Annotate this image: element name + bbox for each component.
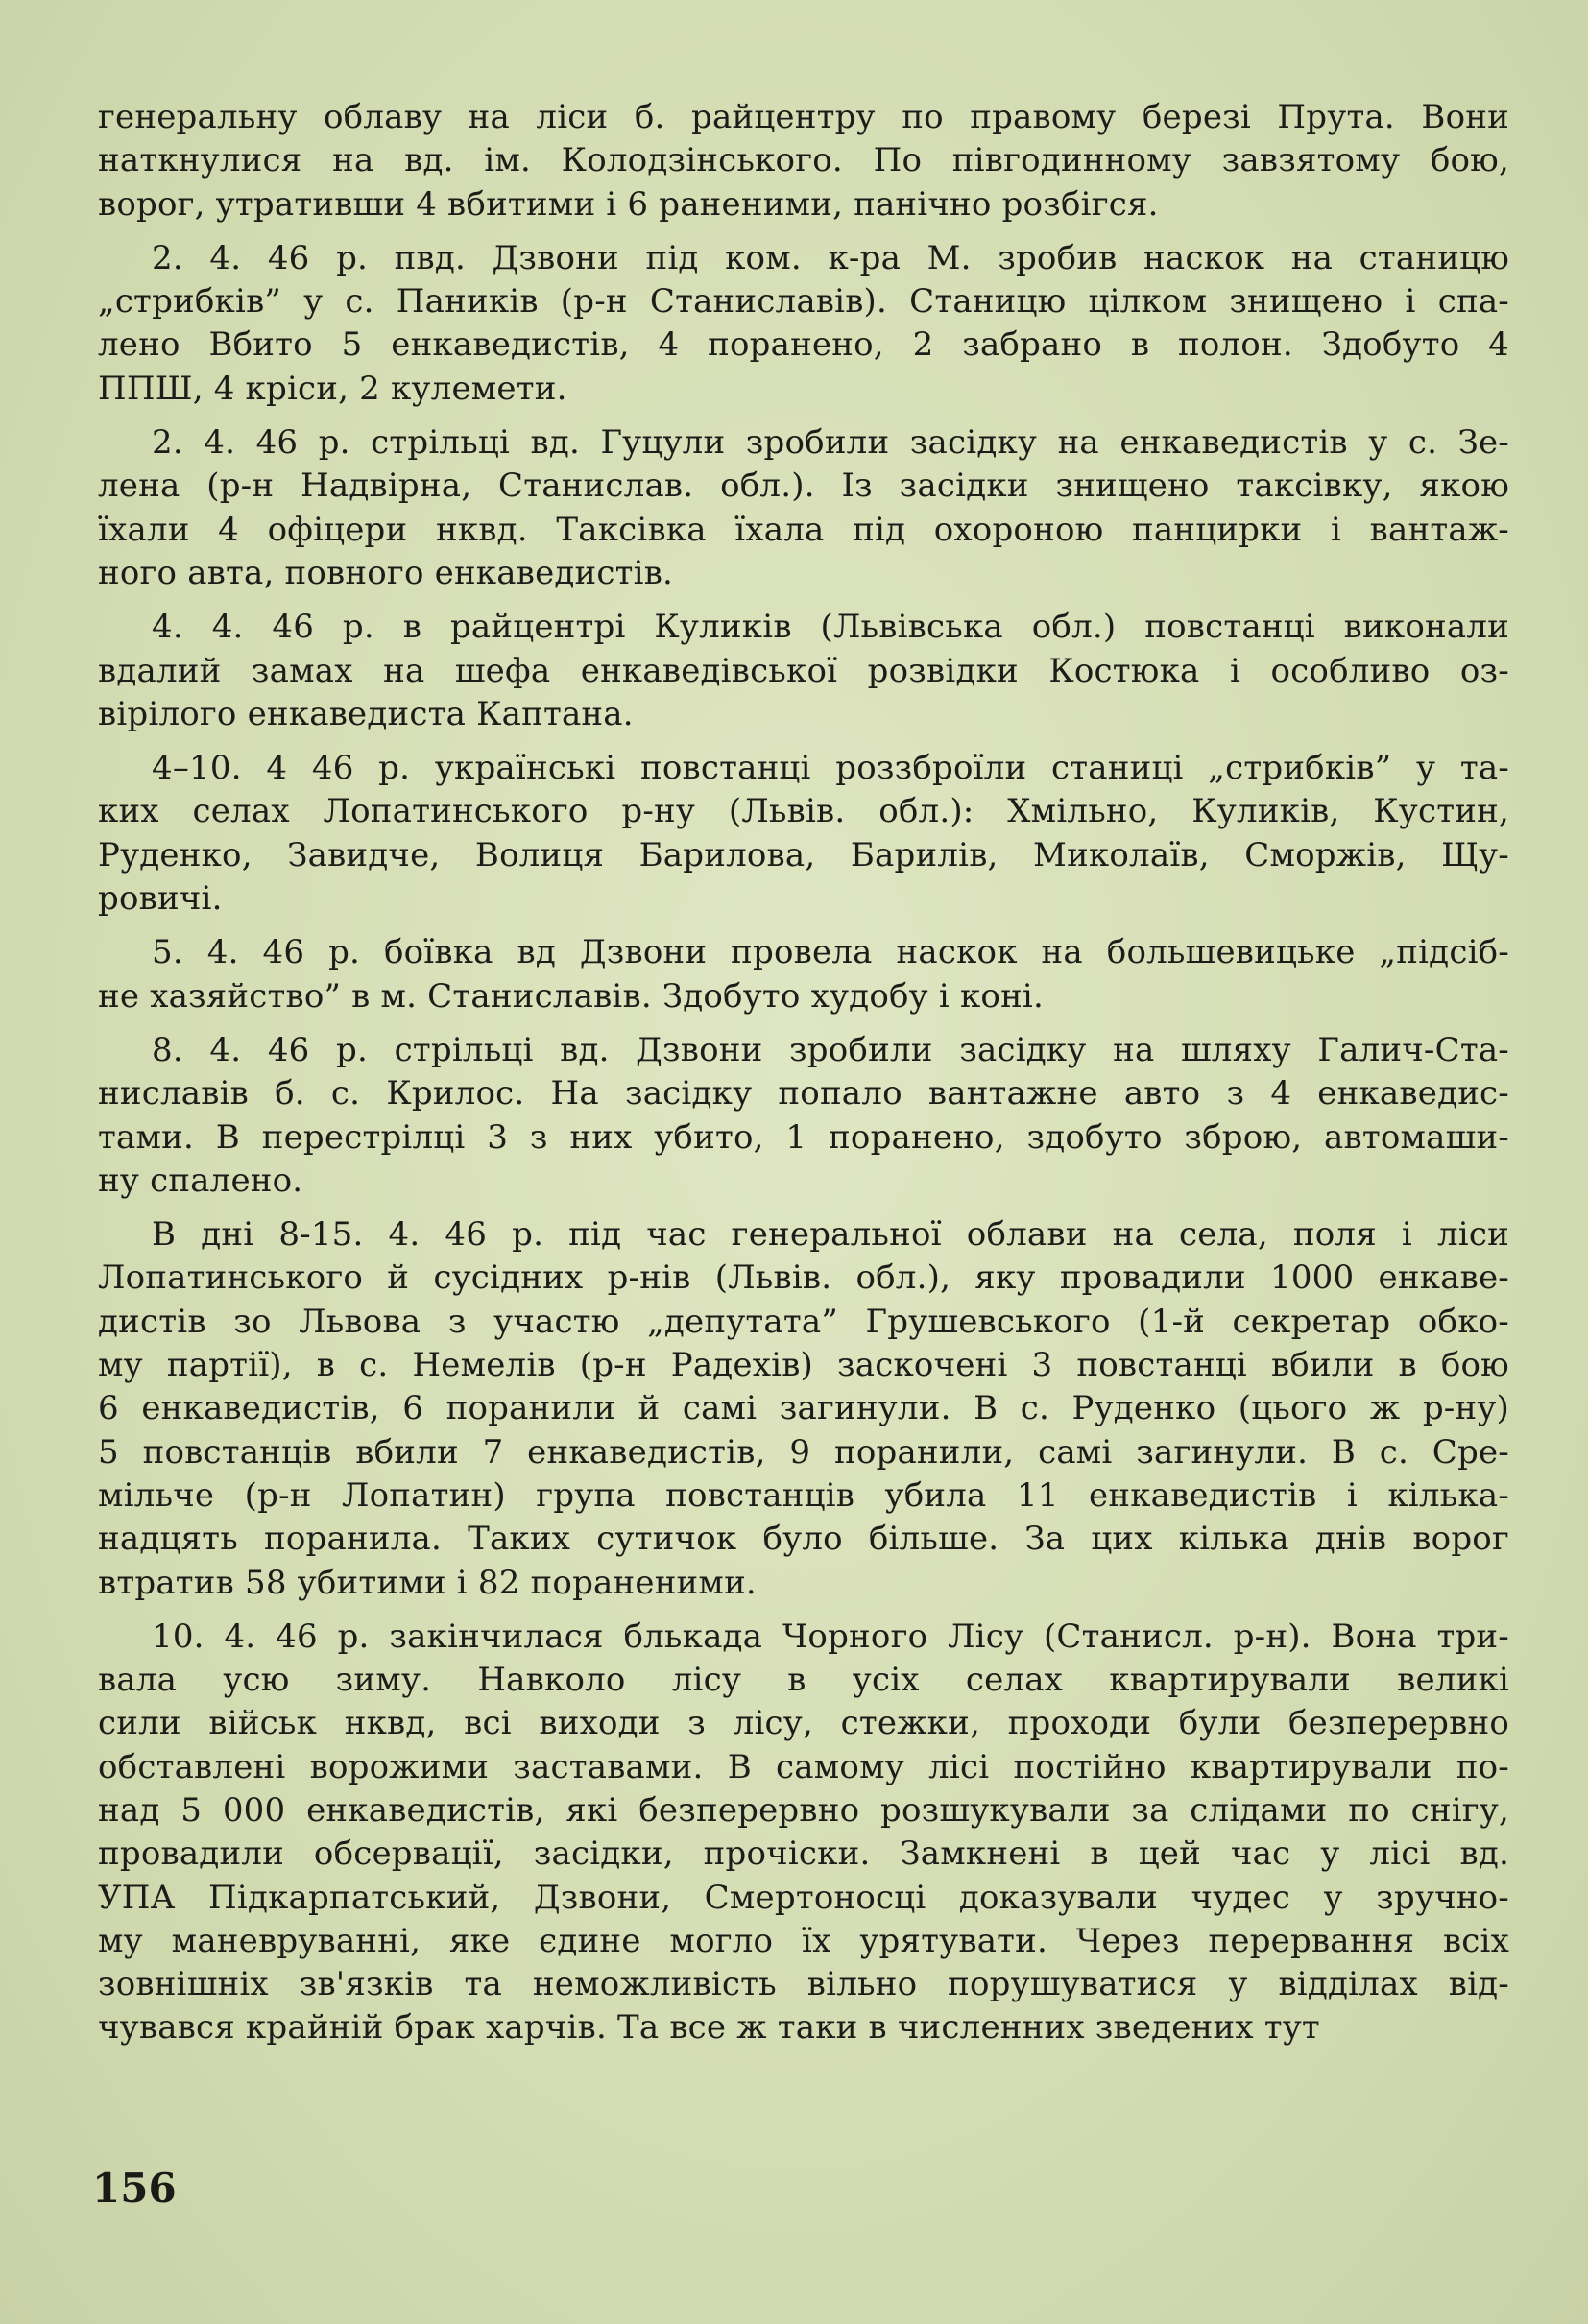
text-line: 8. 4. 46 р. стрільці вд. Дзвони зробили засідку на шляху Галич-Ста- xyxy=(152,1030,1509,1069)
paragraph xyxy=(98,606,1509,736)
text-line: зовнішніх зв'язків та неможливість вільно порушуватися у відділах від- xyxy=(98,1965,1509,2004)
text-line: ких селах Лопатинського р-ну (Львів. обл.): Хмільно, Куликів, Кустин, xyxy=(98,792,1509,831)
text-line: ного авта, повного енкаведистів. xyxy=(98,553,674,592)
paragraph xyxy=(98,237,1509,411)
text-line: сили військ нквд, всі виходи з лісу, стежки, проходи були безперервно xyxy=(98,1704,1509,1743)
text-line: втратив 58 убитими і 82 пораненими. xyxy=(98,1563,757,1602)
text-line: тами. В перестрілці 3 з них убито, 1 поранено, здобуто зброю, автомаши- xyxy=(98,1117,1509,1157)
text-line: 4–10. 4 46 р. українські повстанці роззброїли станиці „стрибків” у та- xyxy=(152,749,1509,788)
paragraph xyxy=(98,1616,1509,2050)
text-line: 10. 4. 46 р. закінчилася блькада Чорного Лісу (Станисл. р-н). Вона три- xyxy=(152,1617,1509,1656)
text-line: ниславів б. с. Крилос. На засідку попало вантажне авто з 4 енкаведис- xyxy=(98,1074,1509,1114)
text-line: 2. 4. 46 р. стрільці вд. Гуцули зробили засідку на енкаведистів у с. Зе- xyxy=(152,423,1509,463)
paragraph xyxy=(98,421,1509,595)
text-line: ровичі. xyxy=(98,879,223,919)
text-line: 5 повстанців вбили 7 енкаведистів, 9 поранили, самі загинули. В с. Сре- xyxy=(98,1432,1509,1472)
text-line: УПА Підкарпатський, Дзвони, Смертоносці доказували чудес у зручно- xyxy=(98,1878,1509,1917)
paragraph xyxy=(98,96,1509,227)
text-line: му маневруванні, яке єдине могло їх урятувати. Через перервання всіх xyxy=(98,1921,1509,1960)
text-line: 4. 4. 46 р. в райцентрі Куликів (Львівська обл.) повстанці виконали xyxy=(152,608,1509,647)
text-line: їхали 4 офіцери нквд. Таксівка їхала під охороною панцирки і вантаж- xyxy=(98,510,1509,549)
paragraph xyxy=(98,1213,1509,1605)
body-text xyxy=(98,96,1509,2061)
text-line: не хазяйство” в м. Станиславів. Здобуто худобу і коні. xyxy=(98,976,1045,1016)
page-number: 156 xyxy=(92,2165,177,2212)
text-line: лена (р-н Надвірна, Станислав. обл.). Із засідки знищено таксівку, якою xyxy=(98,467,1509,506)
text-line: чувався крайній брак харчів. Та все ж таки в численних зведених тут xyxy=(98,2008,1320,2048)
paragraph xyxy=(98,747,1509,921)
text-line: обставлені ворожими заставами. В самому лісі постійно квартирували по- xyxy=(98,1747,1509,1786)
text-line: мільче (р-н Лопатин) група повстанців убила 11 енкаведистів і кілька- xyxy=(98,1475,1509,1515)
text-line: 5. 4. 46 р. боївка вд Дзвони провела наскок на большевицьке „підсіб- xyxy=(152,933,1509,972)
paragraph xyxy=(98,931,1509,1018)
text-line: над 5 000 енкаведистів, які безперервно розшукували за слідами по снігу, xyxy=(98,1790,1509,1830)
text-line: 2. 4. 46 р. пвд. Дзвони під ком. к-ра М. зробив наскок на станицю xyxy=(152,238,1509,277)
text-line: вірілого енкаведиста Каптана. xyxy=(98,694,634,733)
text-line: ну спалено. xyxy=(98,1161,303,1200)
text-line: надцять поранила. Таких сутичок було більше. За цих кілька днів ворог xyxy=(98,1520,1509,1559)
text-line: ворог, утративши 4 вбитими і 6 раненими, панічно розбігся. xyxy=(98,184,1159,224)
text-line: му партії), в с. Немелів (р-н Радехів) заскочені 3 повстанці вбили в бою xyxy=(98,1346,1509,1385)
text-line: В дні 8-15. 4. 46 р. під час генеральної облави на села, поля і ліси xyxy=(152,1215,1509,1255)
text-line: генеральну облаву на ліси б. райцентру по правому березі Прута. Вони xyxy=(98,98,1509,136)
text-line: вдалий замах на шефа енкаведівської розвідки Костюка і особливо оз- xyxy=(98,651,1509,690)
paragraph xyxy=(98,1029,1509,1203)
text-line: „стрибків” у с. Паників (р-н Станиславів). Станицю цілком знищено і спа- xyxy=(98,282,1509,322)
text-line: Руденко, Завидче, Волиця Барилова, Барилів, Миколаїв, Сморжів, Щу- xyxy=(98,835,1509,874)
text-line: Лопатинського й сусідних р-нів (Львів. обл.), яку провадили 1000 енкаве- xyxy=(98,1258,1509,1298)
text-line: 6 енкаведистів, 6 поранили й самі загинули. В с. Руденко (цього ж р-ну) xyxy=(98,1389,1509,1428)
text-line: лено Вбито 5 енкаведистів, 4 поранено, 2 забрано в полон. Здобуто 4 xyxy=(98,325,1509,365)
text-line: ППШ, 4 кріси, 2 кулемети. xyxy=(98,369,567,408)
text-line: дистів зо Львова з участю „депутата” Грушевського (1-й секретар обко- xyxy=(98,1302,1509,1341)
text-line: наткнулися на вд. ім. Колодзінського. По півгодинному завзятому бою, xyxy=(98,141,1509,180)
text-line: провадили обсервації, засідки, прочіски. Замкнені в цей час у лісі вд. xyxy=(98,1834,1509,1874)
text-line: вала усю зиму. Навколо лісу в усіх селах квартирували великі xyxy=(98,1661,1509,1700)
